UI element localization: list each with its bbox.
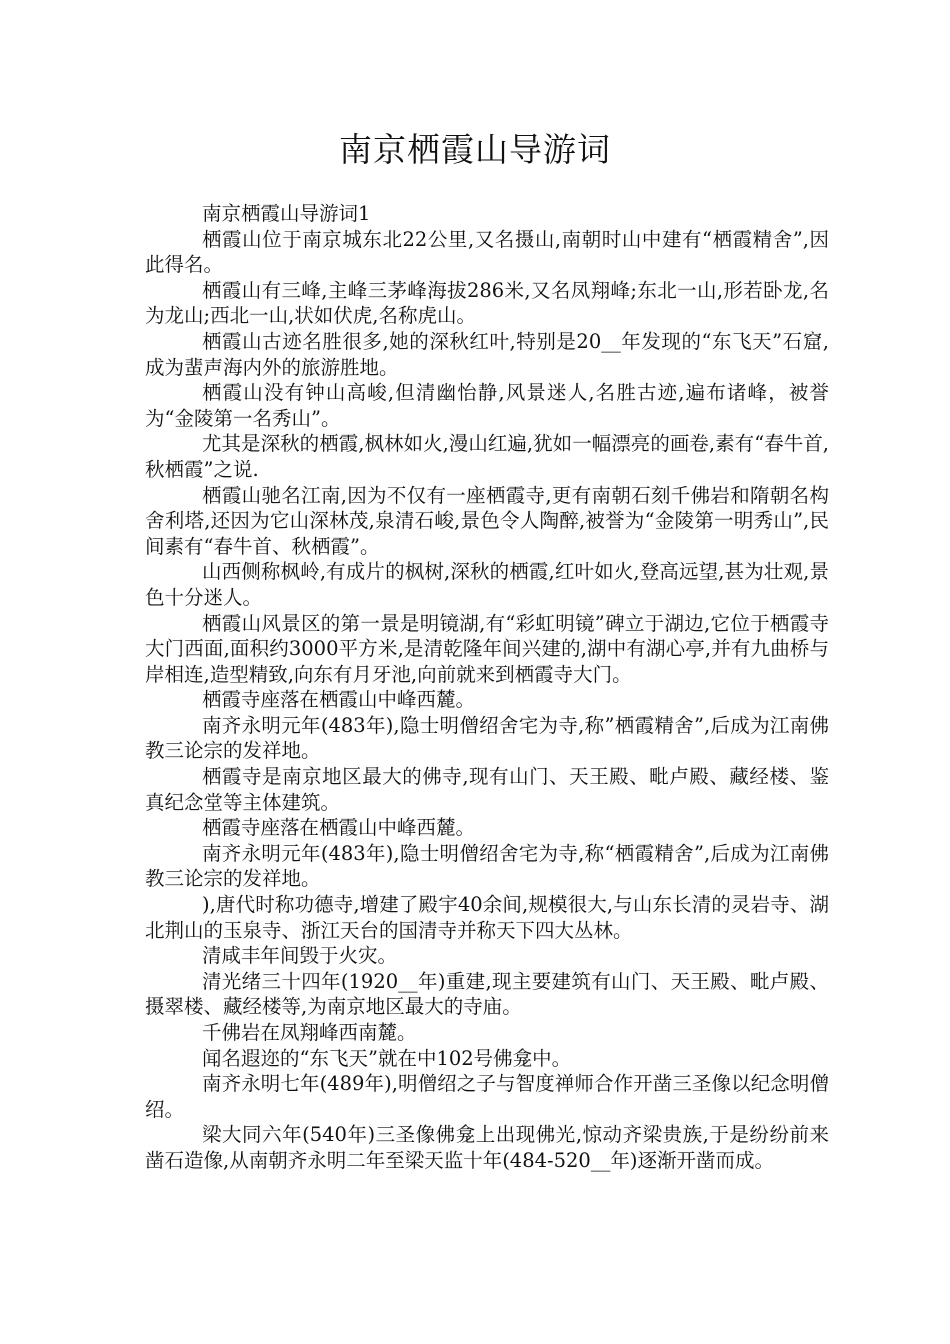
- paragraph: 栖霞山古迹名胜很多,她的深秋红叶,特别是20__年发现的“东飞天”石窟,成为蜚声海内外的旅游胜地。: [145, 329, 829, 379]
- paragraph: 栖霞山没有钟山高峻,但清幽怡静,风景迷人,名胜古迹,遍布诸峰，被誉为“金陵第一名秀山”。: [145, 381, 829, 430]
- paragraph: 栖霞山风景区的第一景是明镜湖,有“彩虹明镜”碑立于湖边,它位于栖霞寺大门西面,面积约3000平方米,是清乾隆年间兴建的,湖中有湖心亭,并有九曲桥与岸相连,造型精致,向东有月牙池,向前就来到栖霞寺大门。: [145, 611, 829, 686]
- paragraph: 栖霞山有三峰,主峰三茅峰海拔286米,又名凤翔峰;东北一山,形若卧龙,名为龙山;西北一山,状如伏虎,名称虎山。: [145, 278, 829, 328]
- paragraph: 栖霞山位于南京城东北22公里,又名摄山,南朝时山中建有“栖霞精舍”,因此得名。: [145, 227, 829, 277]
- paragraph: 千佛岩在凤翔峰西南麓。: [202, 1021, 417, 1044]
- paragraph: 南齐永明元年(483年),隐士明僧绍舍宅为寺,称“栖霞精舍”,后成为江南佛教三论宗的发祥地。: [145, 841, 829, 891]
- paragraph: 梁大同六年(540年)三圣像佛龛上出现佛光,惊动齐梁贵族,于是纷纷前来凿石造像,从南朝齐永明二年至梁天监十年(484-520__年)逐渐开凿而成。: [145, 1123, 829, 1172]
- paragraph: 栖霞寺座落在栖霞山中峰西麓。: [202, 816, 476, 840]
- paragraph: 南齐永明七年(489年),明僧绍之子与智度禅师合作开凿三圣像以纪念明僧绍。: [145, 1072, 829, 1121]
- paragraph: 南齐永明元年(483年),隐士明僧绍舍宅为寺,称”栖霞精舍”,后成为江南佛教三论宗的发祥地。: [145, 713, 829, 763]
- paragraph: 栖霞寺是南京地区最大的佛寺,现有山门、天王殿、毗卢殿、藏经楼、鉴真纪念堂等主体建筑。: [145, 765, 829, 814]
- document-title: 南京栖霞山导游词: [339, 130, 611, 169]
- paragraph: 闻名遐迩的“东飞天”就在中102号佛龛中。: [202, 1046, 572, 1070]
- paragraph: 山西侧称枫岭,有成片的枫树,深秋的栖霞,红叶如火,登高远望,甚为壮观,景色十分迷人。: [145, 560, 829, 609]
- paragraph-subtitle: 南京栖霞山导游词1: [202, 202, 371, 225]
- paragraph: 清光绪三十四年(1920__年)重建,现主要建筑有山门、天王殿、毗卢殿、摄翠楼、藏经楼等,为南京地区最大的寺庙。: [145, 969, 829, 1019]
- paragraph: 栖霞寺座落在栖霞山中峰西麓。: [202, 688, 476, 712]
- paragraph: 栖霞山驰名江南,因为不仅有一座栖霞寺,更有南朝石刻千佛岩和隋朝名构舍利塔,还因为它山深林茂,泉清石峻,景色令人陶醉,被誉为“金陵第一明秀山”,民间素有“春牛首、秋栖霞”。: [145, 483, 829, 558]
- document-body: [145, 201, 829, 1174]
- paragraph: ),唐代时称功德寺,增建了殿宇40余间,规模很大,与山东长清的灵岩寺、湖北荆山的玉泉寺、浙江天台的国清寺并称天下四大丛林。: [145, 893, 829, 942]
- paragraph: 尤其是深秋的栖霞,枫林如火,漫山红遍,犹如一幅漂亮的画卷,素有“春牛首,秋栖霞”之说.: [145, 432, 829, 481]
- paragraph: 清咸丰年间毁于火灾。: [202, 944, 398, 968]
